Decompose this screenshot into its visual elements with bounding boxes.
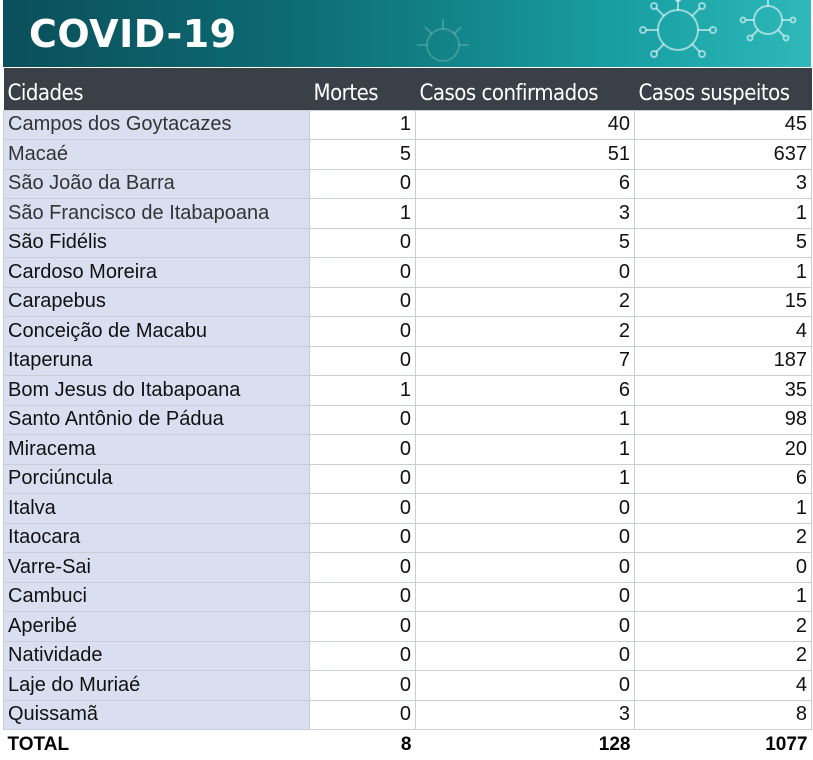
confirmed-cell: 51: [416, 140, 635, 170]
table-header-row: [4, 68, 812, 110]
covid-banner: [3, 0, 811, 67]
confirmed-cell: 40: [416, 110, 635, 140]
deaths-cell: 0: [310, 287, 416, 317]
deaths-cell: 0: [310, 228, 416, 258]
city-cell: Itaocara: [4, 523, 310, 553]
deaths-cell: 0: [310, 671, 416, 701]
total-deaths: 8: [400, 733, 412, 755]
table-row: [4, 317, 812, 347]
deaths-cell: 0: [310, 169, 416, 199]
city-cell: Laje do Muriaé: [4, 671, 310, 701]
city-cell: Carapebus: [4, 287, 310, 317]
city-cell: São João da Barra: [4, 169, 310, 199]
confirmed-cell: 0: [416, 612, 635, 642]
suspected-cell: 5: [635, 228, 812, 258]
header-mortes: Mortes: [313, 81, 379, 107]
suspected-cell: 2: [635, 641, 812, 671]
confirmed-cell: 7: [416, 346, 635, 376]
suspected-cell: 2: [635, 612, 812, 642]
suspected-cell: 20: [635, 435, 812, 465]
table-row: [4, 199, 812, 229]
city-cell: Porciúncula: [4, 464, 310, 494]
deaths-cell: 5: [310, 140, 416, 170]
banner-title: COVID-19: [29, 12, 237, 56]
suspected-cell: 45: [635, 110, 812, 140]
deaths-cell: 0: [310, 553, 416, 583]
deaths-cell: 1: [310, 376, 416, 406]
table-row: [4, 700, 812, 730]
suspected-cell: 0: [635, 553, 812, 583]
suspected-cell: 4: [635, 317, 812, 347]
city-cell: Santo Antônio de Pádua: [4, 405, 310, 435]
city-cell: Natividade: [4, 641, 310, 671]
confirmed-cell: 1: [416, 435, 635, 465]
header-casos-confirmados: Casos confirmados: [419, 81, 599, 107]
header-cidades: Cidades: [7, 81, 84, 107]
suspected-cell: 98: [635, 405, 812, 435]
table-row: [4, 405, 812, 435]
total-label: TOTAL: [7, 733, 70, 755]
confirmed-cell: 0: [416, 641, 635, 671]
deaths-cell: 0: [310, 494, 416, 524]
confirmed-cell: 0: [416, 671, 635, 701]
city-cell: Conceição de Macabu: [4, 317, 310, 347]
confirmed-cell: 0: [416, 523, 635, 553]
suspected-cell: 2: [635, 523, 812, 553]
confirmed-cell: 2: [416, 317, 635, 347]
table-row: [4, 553, 812, 583]
deaths-cell: 0: [310, 258, 416, 288]
confirmed-cell: 0: [416, 553, 635, 583]
deaths-cell: 0: [310, 523, 416, 553]
city-cell: Macaé: [4, 140, 310, 170]
deaths-cell: 0: [310, 346, 416, 376]
deaths-cell: 0: [310, 612, 416, 642]
table-row: [4, 671, 812, 701]
table-row: [4, 464, 812, 494]
suspected-cell: 8: [635, 700, 812, 730]
table-row: [4, 140, 812, 170]
table-row: [4, 258, 812, 288]
suspected-cell: 3: [635, 169, 812, 199]
suspected-cell: 6: [635, 464, 812, 494]
deaths-cell: 0: [310, 464, 416, 494]
suspected-cell: 637: [635, 140, 812, 170]
table-row: [4, 612, 812, 642]
deaths-cell: 0: [310, 641, 416, 671]
table-row: [4, 641, 812, 671]
table-row: [4, 287, 812, 317]
suspected-cell: 1: [635, 494, 812, 524]
city-cell: Cardoso Moreira: [4, 258, 310, 288]
deaths-cell: 0: [310, 317, 416, 347]
city-cell: Campos dos Goytacazes: [4, 110, 310, 140]
confirmed-cell: 3: [416, 199, 635, 229]
coronavirus-icon: [618, 0, 808, 67]
city-cell: Bom Jesus do Itabapoana: [4, 376, 310, 406]
table-row: [4, 346, 812, 376]
confirmed-cell: 3: [416, 700, 635, 730]
confirmed-cell: 1: [416, 464, 635, 494]
deaths-cell: 0: [310, 582, 416, 612]
suspected-cell: 15: [635, 287, 812, 317]
total-row: [4, 730, 812, 760]
deaths-cell: 0: [310, 435, 416, 465]
table-row: [4, 110, 812, 140]
deaths-cell: 1: [310, 110, 416, 140]
city-cell: Varre-Sai: [4, 553, 310, 583]
deaths-cell: 1: [310, 199, 416, 229]
table-row: [4, 169, 812, 199]
table-row: [4, 435, 812, 465]
confirmed-cell: 6: [416, 169, 635, 199]
table-row: [4, 582, 812, 612]
suspected-cell: 4: [635, 671, 812, 701]
confirmed-cell: 6: [416, 376, 635, 406]
table-row: [4, 228, 812, 258]
city-cell: Italva: [4, 494, 310, 524]
suspected-cell: 1: [635, 199, 812, 229]
city-cell: Miracema: [4, 435, 310, 465]
table-row: [4, 494, 812, 524]
confirmed-cell: 5: [416, 228, 635, 258]
header-casos-suspeitos: Casos suspeitos: [638, 81, 790, 107]
suspected-cell: 1: [635, 582, 812, 612]
coronavirus-icon-faint: [398, 5, 488, 67]
total-confirmed: 128: [598, 733, 631, 755]
suspected-cell: 1: [635, 258, 812, 288]
confirmed-cell: 0: [416, 494, 635, 524]
city-cell: Cambuci: [4, 582, 310, 612]
suspected-cell: 35: [635, 376, 812, 406]
table-row: [4, 523, 812, 553]
city-cell: Aperibé: [4, 612, 310, 642]
deaths-cell: 0: [310, 405, 416, 435]
covid-cases-table: [3, 68, 812, 760]
total-suspected: 1077: [765, 733, 808, 755]
confirmed-cell: 0: [416, 258, 635, 288]
suspected-cell: 187: [635, 346, 812, 376]
deaths-cell: 0: [310, 700, 416, 730]
table-row: [4, 376, 812, 406]
city-cell: Itaperuna: [4, 346, 310, 376]
confirmed-cell: 1: [416, 405, 635, 435]
city-cell: Quissamã: [4, 700, 310, 730]
city-cell: São Fidélis: [4, 228, 310, 258]
confirmed-cell: 2: [416, 287, 635, 317]
city-cell: São Francisco de Itabapoana: [4, 199, 310, 229]
confirmed-cell: 0: [416, 582, 635, 612]
